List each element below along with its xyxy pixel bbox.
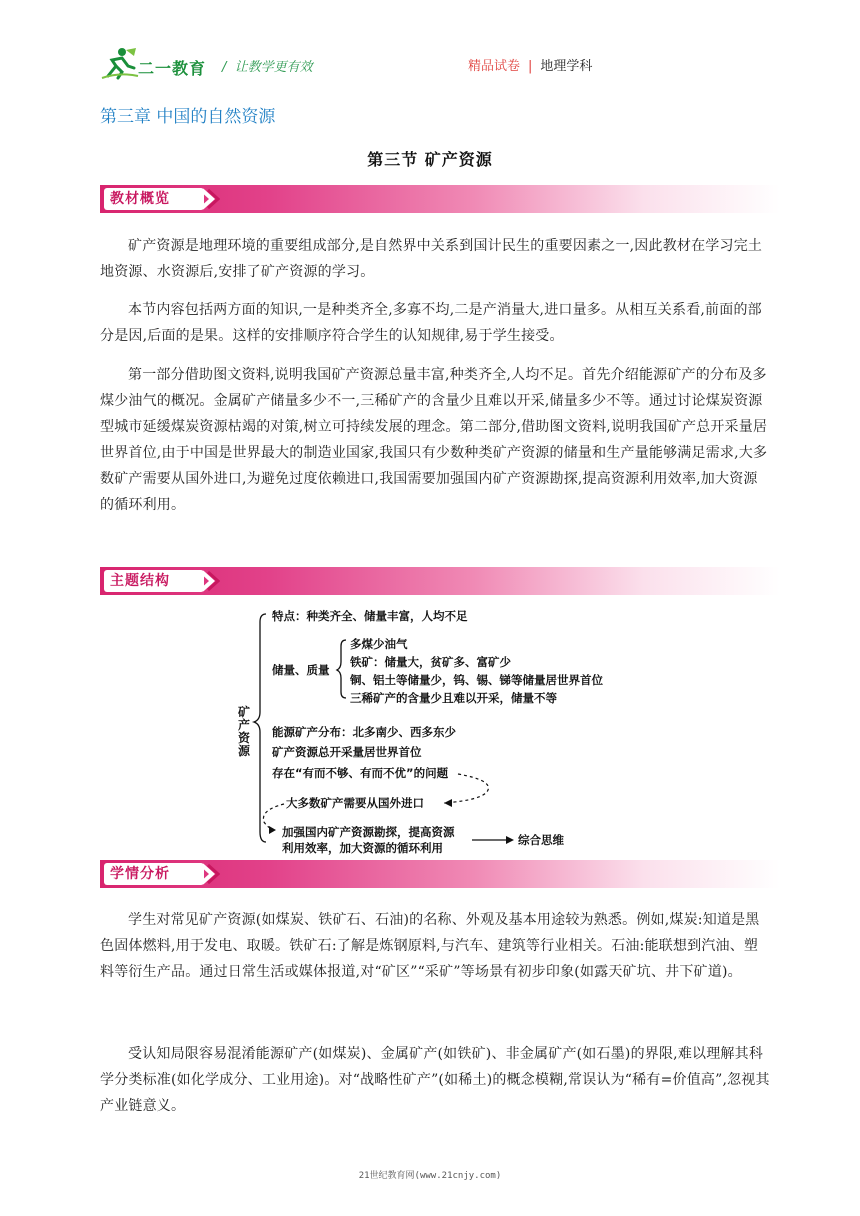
header-tag-left: 精品试卷 [468, 59, 521, 74]
brand-logo[interactable] [100, 46, 210, 80]
diagram-total: 矿产资源总开采量居世界首位 [272, 745, 422, 759]
diagram-reserve-item: 铁矿：储量大，贫矿多、富矿少 [350, 655, 511, 669]
diagram-measure-line1: 加强国内矿产资源勘探，提高资源 [282, 825, 455, 839]
diagram-reserve-item: 铜、铝土等储量少，钨、锡、锑等储量居世界首位 [350, 673, 603, 687]
section-banner-overview [100, 185, 780, 213]
section-banner-structure [100, 567, 780, 595]
diagram-feature: 特点：种类齐全、储量丰富，人均不足 [272, 609, 468, 623]
diagram-energy: 能源矿产分布：北多南少、西多东少 [272, 725, 456, 739]
section-title: 第三节 矿产资源 [367, 150, 493, 169]
chevron-right-icon [200, 188, 220, 210]
chevron-right-icon [200, 863, 220, 885]
page-footer: 21世纪教育网(www.21cnjy.com) [358, 1171, 502, 1181]
logo-text: 二一教育 [138, 59, 207, 78]
diagram-measure-line2: 利用效率，加大资源的循环利用 [282, 841, 443, 855]
diagram-reserve-item: 三稀矿产的含量少且难以开采，储量不等 [350, 691, 557, 705]
diagram-reserve-item: 多煤少油气 [350, 637, 408, 651]
section-banner-analysis [100, 860, 780, 888]
banner-label: 学情分析 [104, 863, 204, 885]
slogan: / 让教学更有效 [222, 60, 313, 75]
structure-diagram [222, 602, 603, 858]
banner-label: 教材概览 [104, 188, 204, 210]
diagram-reserve-label: 储量、质量 [272, 663, 330, 677]
header-tag-right: 地理学科 [540, 59, 593, 74]
analysis-paragraph-2: 受认知局限容易混淆能源矿产(如煤炭)、金属矿产(如铁矿)、非金属矿产(如石墨)的界限,难以理解其科学分类标准(如化学成分、工业用途)。对“战略性矿产”(如稀土)的概念模糊,常误认为“稀有=价值高”,忽视其产业链意义。 [100, 1046, 770, 1114]
overview-paragraph-3: 第一部分借助图文资料,说明我国矿产资源总量丰富,种类齐全,人均不足。首先介绍能源矿产的分布及多煤少油气的概况。金属矿产储量多少不一,三稀矿产的含量少且难以开采,储量多少不等。通过讨论煤炭资源型城市延缓煤炭资源枯竭的对策,树立可持续发展的理念。第二部分,借助图文资料,说明我国矿产总开采量居世界首位,由于中国是世界最大的制造业国家,我国只有少数种类矿产资源的储量和生产量能够满足需求,大多数矿产需要从国外进口,为避免过度依赖进口,我国需要加强国内矿产资源勘探,提高资源利用效率,加大资源的循环利用。 [100, 367, 768, 513]
header-divider: | [528, 59, 533, 74]
diagram-root: 矿产资源 [237, 705, 250, 758]
runner-icon [100, 46, 140, 80]
overview-paragraph-2: 本节内容包括两方面的知识,一是种类齐全,多寡不均,二是产消量大,进口量多。从相互关系看,前面的部分是因,后面的是果。这样的安排顺序符合学生的认知规律,易于学生接受。 [100, 302, 762, 344]
diagram-problem: 存在“有而不够、有而不优”的问题 [272, 766, 449, 780]
header-tags [468, 55, 592, 74]
page-header [0, 0, 860, 90]
overview-paragraph-1: 矿产资源是地理环境的重要组成部分,是自然界中关系到国计民生的重要因素之一,因此教材在学习完土地资源、水资源后,安排了矿产资源的学习。 [100, 238, 763, 280]
banner-label: 主题结构 [104, 570, 204, 592]
diagram-result: 综合思维 [518, 833, 564, 847]
analysis-paragraph-1: 学生对常见矿产资源(如煤炭、铁矿石、石油)的名称、外观及基本用途较为熟悉。例如,煤炭:知道是黑色固体燃料,用于发电、取暖。铁矿石:了解是炼钢原料,与汽车、建筑等行业相关。石油:能联想到汽油、塑料等衍生产品。通过日常生活或媒体报道,对“矿区”“采矿”等场景有初步印象(如露天矿坑、井下矿道)。 [100, 912, 760, 980]
diagram-import: 大多数矿产需要从国外进口 [286, 796, 424, 810]
chevron-right-icon [200, 570, 220, 592]
chapter-title: 第三章 中国的自然资源 [100, 107, 276, 127]
